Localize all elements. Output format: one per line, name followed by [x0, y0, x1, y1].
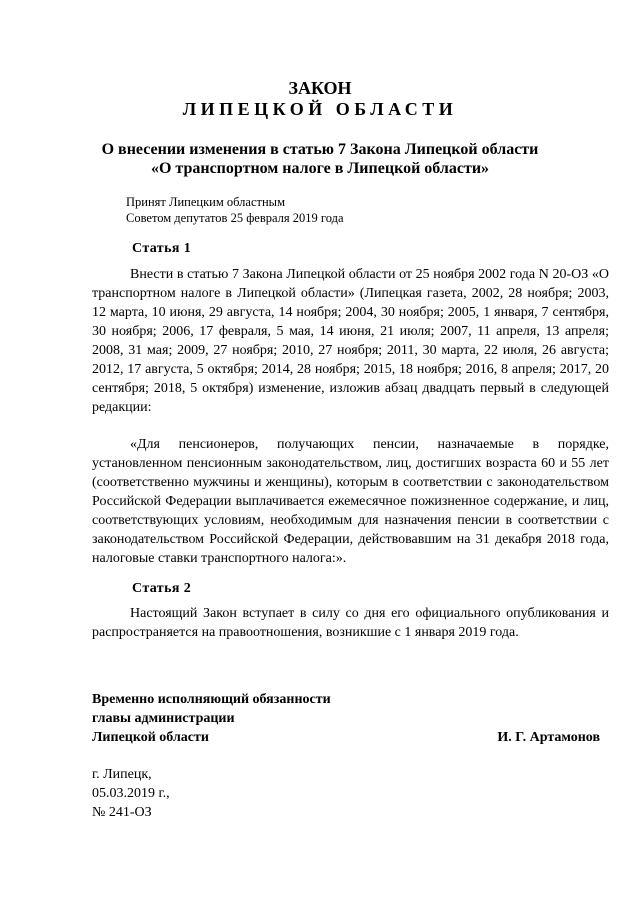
article1-paragraph2: «Для пенсионеров, получающих пенсии, назначаемые в порядке, установленном пенсионным законодательством, лиц, достигших возраста 60 и 55 лет (соответственно мужчины и женщины), которым в соответствии с законодательством Российской Федерации выплачивается ежемесячное пожизненное содержание, и лиц, соответствующих условиям, необходимым для назначения пенсии в соответствии с законодательством Российской Федерации, действовавшим на 31 декабря 2018 года, налоговые ставки транспортного налога:».	[92, 437, 609, 566]
law-region-title: ЛИПЕЦКОЙ ОБЛАСТИ	[182, 99, 458, 119]
article1-paragraph1: Внести в статью 7 Закона Липецкой области от 25 ноября 2002 года N 20-ОЗ «О транспортном налоге в Липецкой области» (Липецкая газета, 2002, 28 ноября; 2003, 12 марта, 10 июня, 29 августа, 14 ноября; 2004, 30 ноября; 2005, 1 января, 7 сентября, 30 ноября; 2006, 17 февраля, 5 мая, 14 июня, 21 июля; 2007, 11 апреля, 13 апреля; 2008, 31 мая; 2009, 27 ноября; 2010, 27 ноября; 2011, 30 марта, 22 июля, 26 августа; 2012, 17 августа, 5 октября; 2014, 28 ноября; 2015, 18 ноября; 2016, 8 апреля; 2017, 20 сентября; 2018, 5 октября) изменение, изложив абзац двадцать первый в следующей редакции:	[92, 267, 609, 415]
signatory-position-line2: главы администрации	[92, 711, 235, 726]
law-subtitle-line2: «О транспортном налоге в Липецкой области»	[150, 160, 490, 177]
signatory-position-line1: Временно исполняющий обязанности	[92, 692, 331, 707]
footer-date: 05.03.2019 г.,	[92, 786, 170, 801]
article2-paragraph1: Настоящий Закон вступает в силу со дня его официального опубликования и распространяется на правоотношения, возникшие с 1 января 2019 года.	[92, 606, 609, 640]
law-subtitle-line1: О внесении изменения в статью 7 Закона Липецкой области	[101, 141, 539, 158]
signatory-position-line3: Липецкой области	[92, 730, 209, 745]
document-footer	[92, 765, 392, 822]
law-title: ЗАКОН	[288, 78, 352, 98]
adoption-note	[126, 194, 526, 226]
footer-place: г. Липецк,	[92, 767, 152, 782]
article1-heading: Статья 1	[132, 241, 192, 256]
footer-number: № 241-ОЗ	[92, 805, 152, 820]
signatory-name: И. Г. Артамонов	[497, 730, 600, 745]
article2-heading: Статья 2	[132, 581, 192, 596]
signatory-position	[92, 690, 432, 747]
law-subtitle	[0, 140, 640, 178]
adoption-line1: Принят Липецким областным	[126, 195, 285, 209]
adoption-line2: Советом депутатов 25 февраля 2019 года	[126, 211, 344, 225]
